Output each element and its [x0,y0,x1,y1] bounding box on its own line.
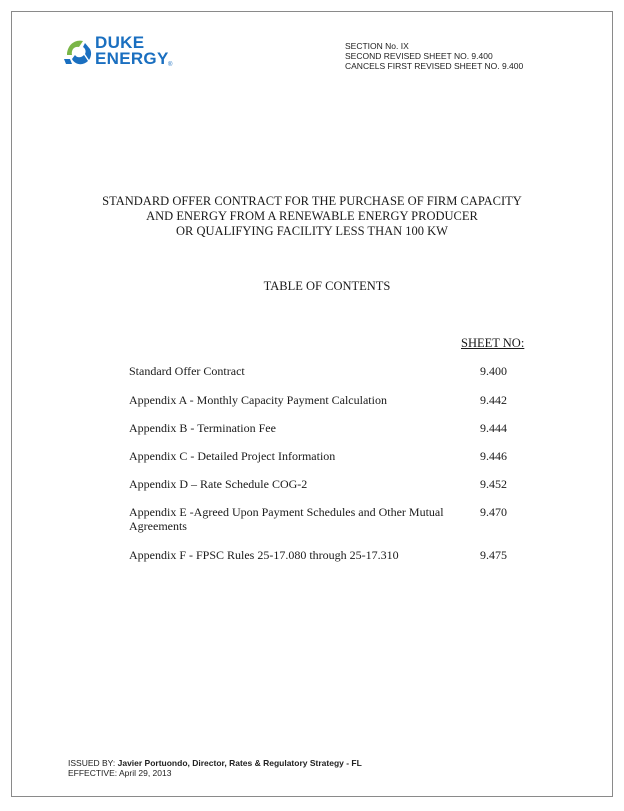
toc-entry-sheet: 9.444 [480,421,507,435]
title-line-1: STANDARD OFFER CONTRACT FOR THE PURCHASE OF FIRM CAPACITY [102,194,522,208]
footer-block [68,758,362,778]
toc-entry-sheet: 9.400 [480,364,507,378]
registered-mark: ® [168,62,173,68]
sheet-number: SECOND REVISED SHEET NO. 9.400 [345,51,493,61]
toc-entry-label: Standard Offer Contract [129,364,245,378]
duke-energy-logo [59,33,189,77]
toc-entry-label: Appendix F - FPSC Rules 25-17.080 through 25-17.310 [129,548,399,562]
title-line-2: AND ENERGY FROM A RENEWABLE ENERGY PRODUCER [146,209,478,223]
effective-value: April 29, 2013 [119,768,172,778]
toc-entry-sheet: 9.475 [480,548,507,562]
effective-line [68,768,362,778]
toc-entry-sheet: 9.470 [480,505,507,519]
issued-by-value: Javier Portuondo, Director, Rates & Regulatory Strategy - FL [117,758,362,768]
toc-entry-sheet: 9.446 [480,449,507,463]
issued-by-line [68,758,362,768]
sheet-header-block [345,41,523,71]
toc-entry-label: Appendix B - Termination Fee [129,421,276,435]
toc-entry-label: Appendix E -Agreed Upon Payment Schedules and Other Mutual Agreements [129,505,444,533]
sheet-column-header: SHEET NO: [461,336,525,350]
issued-by-label: ISSUED BY: [68,758,118,768]
section-number: SECTION No. IX [345,41,409,51]
toc-heading: TABLE OF CONTENTS [263,279,391,293]
cancels-sheet: CANCELS FIRST REVISED SHEET NO. 9.400 [345,61,524,71]
toc-entry-sheet: 9.442 [480,393,507,407]
logo-text-duke: DUKE [95,33,145,52]
logo-wordmark [95,35,169,67]
effective-label: EFFECTIVE: [68,768,120,778]
toc-entry-label: Appendix C - Detailed Project Information [129,449,336,463]
toc-entry-label: Appendix D – Rate Schedule COG-2 [129,477,308,491]
toc-entry-label: Appendix A - Monthly Capacity Payment Calculation [129,393,387,407]
toc-entry-sheet: 9.452 [480,477,507,491]
document-title [0,194,624,239]
logo-text-energy: ENERGY [95,49,169,68]
duke-energy-logo-icon [59,33,99,73]
title-line-3: OR QUALIFYING FACILITY LESS THAN 100 KW [176,224,448,238]
